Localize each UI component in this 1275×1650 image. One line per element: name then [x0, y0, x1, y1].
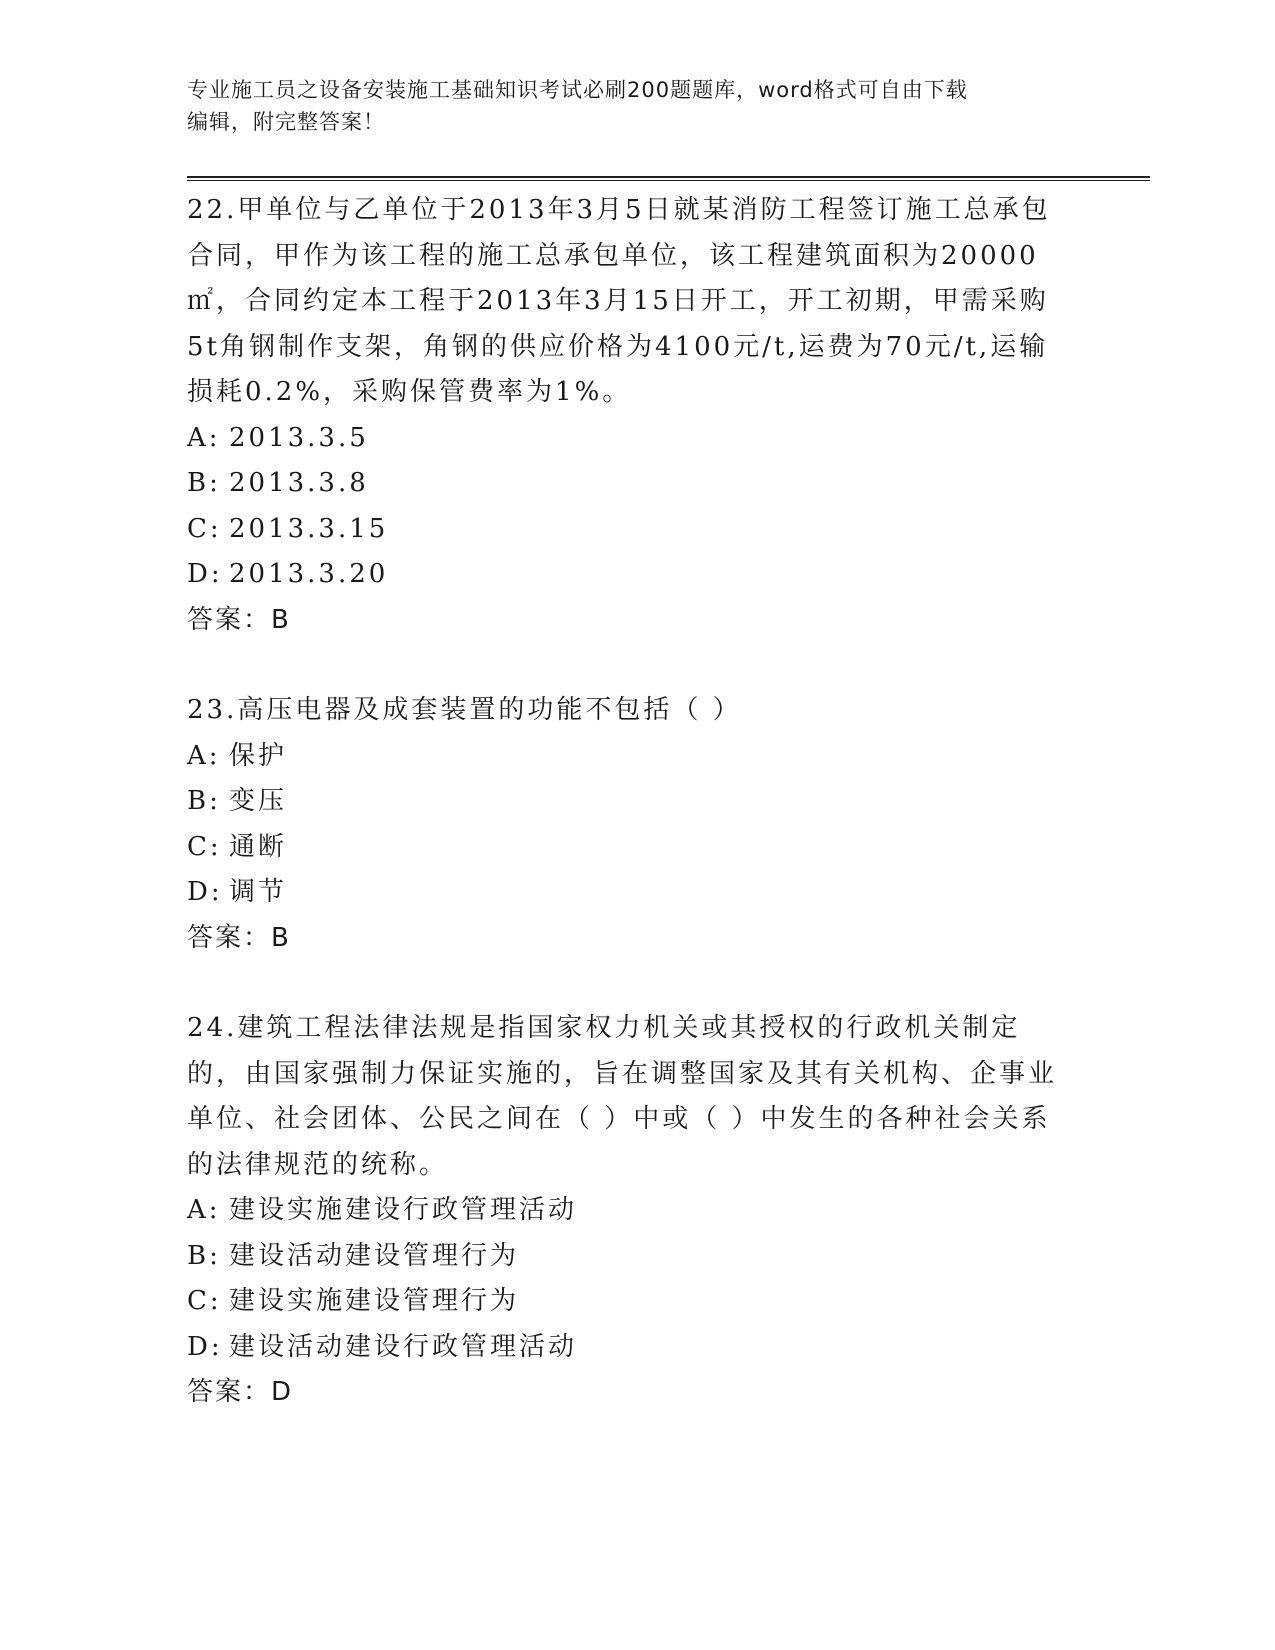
option-text: 保护	[229, 740, 288, 771]
question-stem: 22.甲单位与乙单位于2013年3月5日就某消防工程签订施工总承包合同，甲作为该工程的施工总承包单位，该工程建筑面积为20000㎡，合同约定本工程于2013年3月15日开工，开工初期，甲需采购5t角钢制作支架，角钢的供应价格为4100元/t,运费为70元/t,运输损耗0.2%，采购保管费率为1%。	[187, 195, 1051, 407]
option-text: 建设实施建设行政管理活动	[229, 1195, 578, 1225]
header-title-line-2: 编辑，附完整答案！	[187, 110, 385, 134]
answer-line: 答案：B	[187, 922, 291, 953]
answer-line: 答案：D	[187, 1377, 294, 1407]
option-text: 2013.3.5	[229, 422, 369, 453]
option-text: 2013.3.20	[229, 559, 389, 589]
option-key: D:	[187, 877, 223, 907]
question-spacer	[187, 961, 1067, 1006]
option-d	[187, 1325, 1067, 1371]
question-stem: 23.高压电器及成套装置的功能不包括（ ）	[187, 695, 742, 725]
option-key: A:	[187, 740, 221, 771]
question-24	[187, 1006, 1067, 1416]
question-stem: 24.建筑工程法律法规是指国家权力机关或其授权的行政机关制定的，由国家强制力保证实施的，旨在调整国家及其有关机构、企事业单位、社会团体、公民之间在（ ）中或（ ）中发生的各种社会关系的法律规范的统称。	[187, 1013, 1058, 1180]
question-list	[187, 188, 1067, 1416]
option-key: C:	[187, 513, 222, 544]
option-text: 通断	[229, 831, 288, 862]
question-23	[187, 688, 1067, 961]
option-text: 建设实施建设管理行为	[229, 1286, 520, 1316]
option-text: 2013.3.15	[229, 513, 389, 544]
option-a	[187, 734, 1067, 780]
option-c	[187, 825, 1067, 871]
option-text: 调节	[229, 877, 288, 907]
question-22	[187, 188, 1067, 643]
option-key: B:	[187, 786, 221, 816]
option-key: A:	[187, 422, 221, 453]
document-header	[187, 74, 1087, 138]
answer-line: 答案：B	[187, 604, 291, 635]
option-d	[187, 870, 1067, 916]
option-a	[187, 1188, 1067, 1234]
question-spacer	[187, 643, 1067, 688]
option-key: D:	[187, 1331, 223, 1362]
option-text: 建设活动建设行政管理活动	[229, 1331, 578, 1362]
option-a	[187, 416, 1067, 462]
option-b	[187, 461, 1067, 507]
option-text: 变压	[229, 786, 288, 816]
option-c	[187, 1279, 1067, 1325]
option-b	[187, 1234, 1067, 1280]
option-d	[187, 552, 1067, 598]
option-text: 建设活动建设管理行为	[229, 1240, 520, 1271]
option-key: D:	[187, 559, 223, 589]
option-key: B:	[187, 1240, 221, 1271]
option-key: C:	[187, 1286, 222, 1316]
option-key: C:	[187, 831, 222, 862]
header-title-line-1: 专业施工员之设备安装施工基础知识考试必刷200题题库，word格式可自由下载	[187, 78, 968, 102]
option-b	[187, 779, 1067, 825]
option-c	[187, 507, 1067, 553]
header-divider	[187, 176, 1150, 181]
option-key: B:	[187, 468, 221, 498]
option-key: A:	[187, 1195, 221, 1225]
option-text: 2013.3.8	[229, 468, 369, 498]
